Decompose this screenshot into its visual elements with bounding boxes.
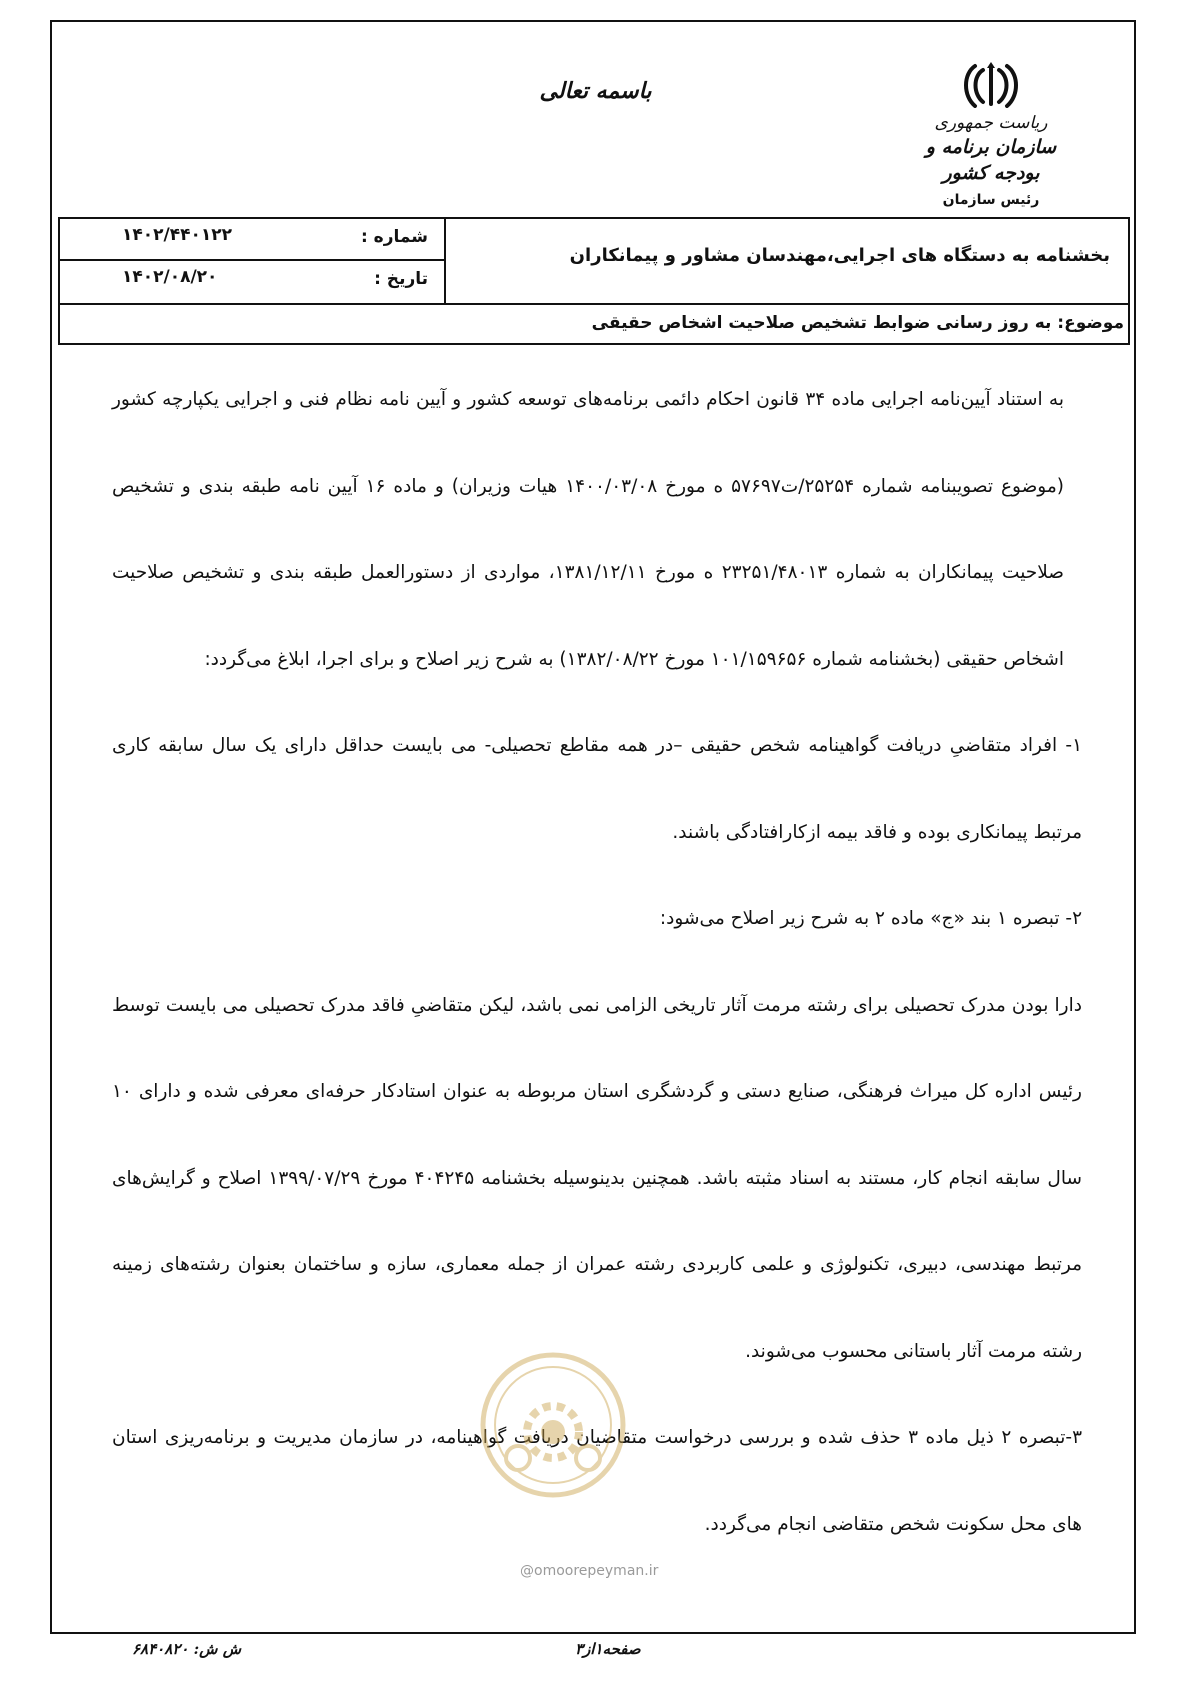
iran-emblem-icon [961, 62, 1021, 108]
intro-paragraph: به استناد آیین‌نامه اجرایی ماده ۳۴ قانون احکام دائمی برنامه‌های توسعه کشور و آیین نامه نظام فنی و اجرایی یکپارچه کشور (موضوع تصویبنامه شماره ۲۵۲۵۴/ت۵۷۶۹۷ ه مورخ ۱۴۰۰/۰۳/۰۸ هیات وزیران) و ماده ۱۶ آیین نامه طبقه بندی و تشخیص صلاحیت پیمانکاران به شماره ۲۳۲۵۱/۴۸۰۱۳ ه مورخ ۱۳۸۱/۱۲/۱۱، مواردی از دستورالعمل طبقه بندی و تشخیص صلاحیت اشخاص حقیقی (بخشنامه شماره ۱۰۱/۱۵۹۶۵۶ مورخ ۱۳۸۲/۰۸/۲۲) به شرح زیر اصلاح و برای اجرا، ابلاغ می‌گردد: [112, 389, 1064, 670]
item-2-detail-paragraph: دارا بودن مدرک تحصیلی برای رشته مرمت آثار تاریخی الزامی نمی باشد، لیکن متقاضیِ فاقد مدرک تحصیلی می بایست توسط رئیس اداره کل میراث فرهنگی، صنایع دستی و گردشگری استان مربوطه به عنوان استادکار حرفه‌ای معرفی شده و دارای ۱۰ سال سابقه انجام کار، مستند به اسناد مثبته باشد. همچنین بدینوسیله بخشنامه ۴۰۴۲۴۵ مورخ ۱۳۹۹/۰۷/۲۹ اصلاح و گرایش‌های مرتبط مهندسی، دبیری، تکنولوژی و علمی کاربردی رشته عمران از جمله معماری، سازه و ساختمان بعنوان رشته‌های زمینه رشته مرمت آثار باستانی محسوب می‌شوند. [112, 994, 1082, 1362]
footer-page-number: صفحه۱از۳ [575, 1640, 641, 1658]
table-divider [60, 303, 1128, 305]
organization-head-label: رئیس سازمان [942, 192, 1040, 208]
item-2-paragraph: ۲- تبصره ۱ بند «ج» ماده ۲ به شرح زیر اصلاح می‌شود: [659, 908, 1082, 929]
date-label: تاریخ : [374, 269, 428, 289]
circular-title: بخشنامه به دستگاه های اجرایی،مهندسان مشاور و پیمانکاران [569, 245, 1110, 266]
invocation-heading: باسمه تعالی [539, 78, 652, 104]
presidency-label: ریاست جمهوری [934, 113, 1048, 133]
letter-header-table [58, 217, 1130, 345]
number-value: ۱۴۰۲/۴۴۰۱۲۲ [122, 225, 232, 245]
number-label: شماره : [360, 227, 428, 247]
watermark-site-text: @omoorepeyman.ir [520, 1563, 659, 1579]
item-3-paragraph: ۳-تبصره ۲ ذیل ماده ۳ حذف شده و بررسی درخواست متقاضیان دریافت گواهینامه، در سازمان مدیریت و برنامه‌ریزی استان های محل سکونت شخص متقاضی انجام می‌گردد. [112, 1427, 1082, 1535]
footer-reference: ش ش: ۶۸۴۰۸۲۰ [132, 1640, 242, 1658]
organization-name: سازمان برنامه و بودجه کشور [925, 136, 1057, 184]
organization-block [911, 62, 1071, 212]
date-value: ۱۴۰۲/۰۸/۲۰ [122, 267, 218, 287]
subject-line: موضوع: به روز رسانی ضوابط تشخیص صلاحیت اشخاص حقیقی [591, 313, 1124, 333]
item-1-paragraph: ۱- افراد متقاضیِ دریافت گواهینامه شخص حقیقی –در همه مقاطع تحصیلی- می بایست حداقل دارای یک سال سابقه کاری مرتبط پیمانکاری بوده و فاقد بیمه ازکارافتادگی باشند. [112, 735, 1082, 843]
table-divider [60, 259, 444, 261]
watermark-stamp-icon [478, 1350, 628, 1500]
table-divider [444, 219, 446, 303]
